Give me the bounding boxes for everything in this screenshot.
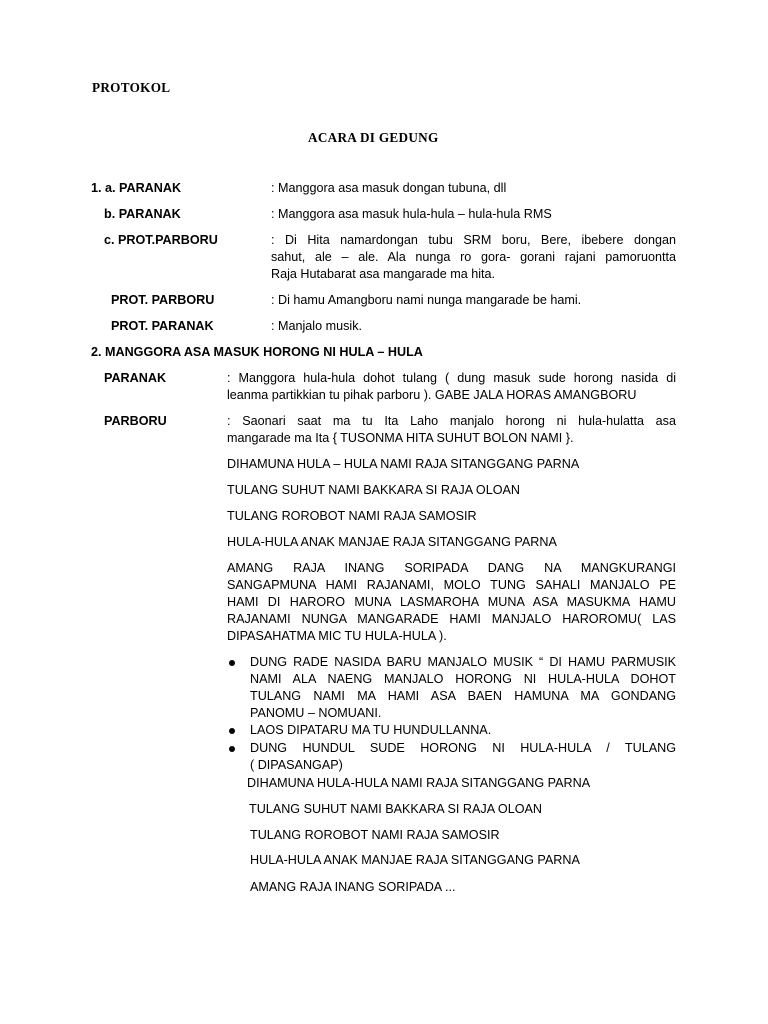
paragraph-line: SANGAPMUNA HAMI RAJANAMI, MOLO TUNG SAHALI MANJALO PE: [227, 578, 676, 592]
section-2-heading: 2. MANGGORA ASA MASUK HORONG NI HULA – HULA: [91, 345, 423, 359]
parboru-text-line: : Saonari saat ma tu Ita Laho manjalo horong ni hula-hulatta asa: [227, 414, 676, 428]
document-title: PROTOKOL: [92, 80, 171, 95]
parboru-list-item: DIHAMUNA HULA – HULA NAMI RAJA SITANGGANG PARNA: [227, 457, 580, 471]
bullet-line: DUNG RADE NASIDA BARU MANJALO MUSIK “ DI HAMU PARMUSIK: [250, 655, 676, 669]
parboru-list-item: HULA-HULA ANAK MANJAE RAJA SITANGGANG PARNA: [227, 535, 557, 549]
row-text-prot-parboru: : Di hamu Amangboru nami nunga mangarade be hami.: [271, 293, 582, 307]
final-list-item: TULANG SUHUT NAMI BAKKARA SI RAJA OLOAN: [249, 802, 542, 816]
bullet-line: ( DIPASANGAP): [250, 758, 343, 772]
bullet-dot-icon: [229, 660, 235, 666]
row-text-1c-line: Raja Hutabarat asa mangarade ma hita.: [271, 267, 496, 281]
final-list-item: DIHAMUNA HULA-HULA NAMI RAJA SITANGGANG PARNA: [247, 776, 591, 790]
bullet-item: LAOS DIPATARU MA TU HUNDULLANNA.: [250, 723, 492, 737]
paranak-text-line: leanma partikkian tu pihak parboru ). GABE JALA HORAS AMANGBORU: [227, 388, 637, 402]
bullet-line: PANOMU – NOMUANI.: [250, 706, 382, 720]
parboru-list-item: TULANG ROROBOT NAMI RAJA SAMOSIR: [227, 509, 477, 523]
bullet-dot-icon: [229, 746, 235, 752]
row-text-prot-paranak: : Manjalo musik.: [271, 319, 362, 333]
row-label-1c: c. PROT.PARBORU: [104, 233, 218, 247]
parboru-label: PARBORU: [104, 414, 167, 428]
row-text-1c-line: : Di Hita namardongan tubu SRM boru, Bere, ibebere dongan: [271, 233, 676, 247]
final-list-item: AMANG RAJA INANG SORIPADA ...: [250, 880, 456, 894]
bullet-line: NAMI ALA NAENG MANJALO HORONG NI HULA-HULA DOHOT: [250, 672, 676, 686]
paranak-label: PARANAK: [104, 371, 167, 385]
row-text-1b: : Manggora asa masuk hula-hula – hula-hula RMS: [271, 207, 552, 221]
final-list-item: TULANG ROROBOT NAMI RAJA SAMOSIR: [250, 828, 500, 842]
parboru-list-item: TULANG SUHUT NAMI BAKKARA SI RAJA OLOAN: [227, 483, 520, 497]
paragraph-line: RAJANAMI NUNGA MANGARADE HAMI MANJALO HAROROMU( LAS: [227, 612, 676, 626]
paranak-text: [227, 370, 676, 404]
parboru-text: [227, 413, 676, 447]
paragraph-line: AMANG RAJA INANG SORIPADA DANG NA MANGKURANGI: [227, 561, 676, 575]
row-text-1a: : Manggora asa masuk dongan tubuna, dll: [271, 181, 507, 195]
row-text-1c: [271, 232, 676, 283]
bullet-item: [250, 740, 676, 774]
final-list-item: HULA-HULA ANAK MANJAE RAJA SITANGGANG PARNA: [250, 853, 580, 867]
bullet-dot-icon: [229, 728, 235, 734]
paragraph-line: HAMI DI HARORO MUNA LASMAROHA MUNA ASA MASUKMA HAMU: [227, 595, 676, 609]
bullet-line: TULANG NAMI MA HAMI ASA BAEN HAMUNA MA GONDANG: [250, 689, 676, 703]
row-label-prot-parboru: PROT. PARBORU: [111, 293, 215, 307]
bullet-item: [250, 654, 676, 722]
row-label-1a: 1. a. PARANAK: [91, 181, 182, 195]
parboru-paragraph: [227, 560, 676, 645]
parboru-text-line: mangarade ma Ita { TUSONMA HITA SUHUT BOLON NAMI }.: [227, 431, 574, 445]
row-label-prot-paranak: PROT. PARANAK: [111, 319, 214, 333]
paranak-text-line: : Manggora hula-hula dohot tulang ( dung masuk sude horong nasida di: [227, 371, 676, 385]
document-subtitle: ACARA DI GEDUNG: [308, 130, 439, 145]
row-label-1b: b. PARANAK: [104, 207, 181, 221]
row-text-1c-line: sahut, ale – ale. Ala nunga ro gora- gorani rajani pamoruontta: [271, 250, 676, 264]
paragraph-line: DIPASAHATMA MIC TU HULA-HULA ).: [227, 629, 447, 643]
bullet-line: DUNG HUNDUL SUDE HORONG NI HULA-HULA / TULANG: [250, 741, 676, 755]
